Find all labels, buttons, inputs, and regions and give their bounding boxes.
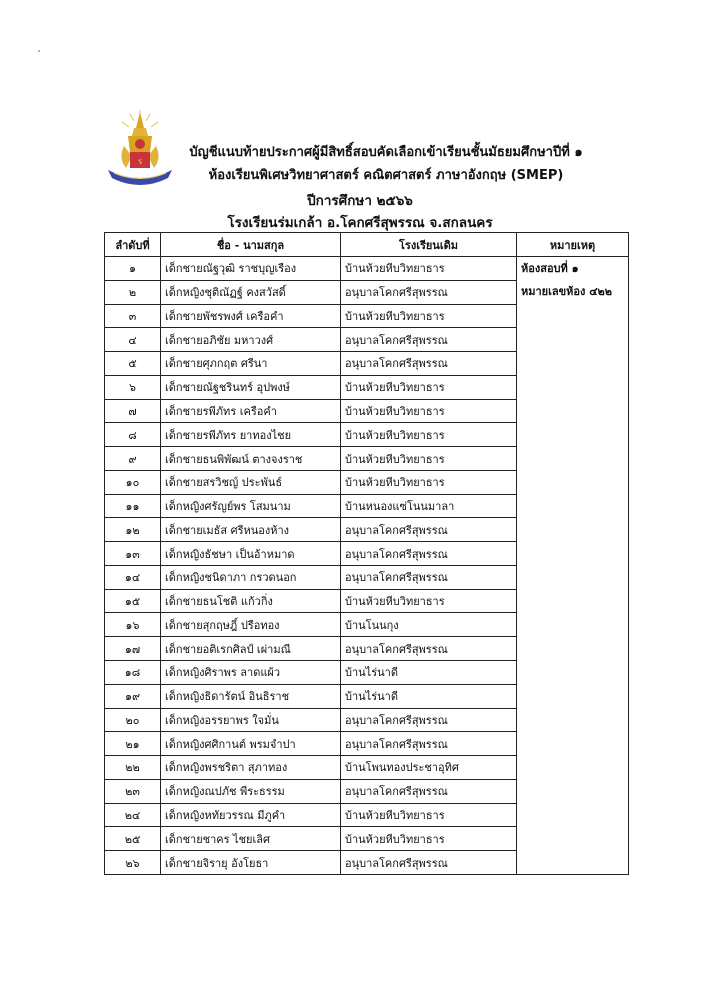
previous-school: บ้านห้วยหีบวิทยาธาร: [341, 827, 517, 851]
row-number: ๑๒: [105, 518, 161, 542]
row-number: ๒: [105, 280, 161, 304]
previous-school: อนุบาลโคกศรีสุพรรณ: [341, 280, 517, 304]
note-line: หมายเลขห้อง ๔๒๒: [521, 285, 613, 298]
student-name: เด็กหญิงหทัยวรรณ มีภูคำ: [161, 803, 341, 827]
row-number: ๖: [105, 375, 161, 399]
student-name: เด็กชายรพีภัทร เครือคำ: [161, 399, 341, 423]
row-number: ๒๔: [105, 803, 161, 827]
student-name: เด็กชายชาคร ไชยเลิศ: [161, 827, 341, 851]
previous-school: อนุบาลโคกศรีสุพรรณ: [341, 542, 517, 566]
previous-school: อนุบาลโคกศรีสุพรรณ: [341, 565, 517, 589]
row-number: ๑๔: [105, 565, 161, 589]
svg-text:ร: ร: [137, 157, 143, 166]
previous-school: บ้านห้วยหีบวิทยาธาร: [341, 304, 517, 328]
previous-school: บ้านห้วยหีบวิทยาธาร: [341, 399, 517, 423]
student-name: เด็กชายณัฐชรินทร์ อุปพงษ์: [161, 375, 341, 399]
row-number: ๙: [105, 447, 161, 471]
row-number: ๔: [105, 328, 161, 352]
student-name: เด็กหญิงชุติณัฏฐ์ คงสวัสดิ์: [161, 280, 341, 304]
student-name: เด็กชายจิรายุ อังโยธา: [161, 851, 341, 875]
previous-school: อนุบาลโคกศรีสุพรรณ: [341, 518, 517, 542]
student-name: เด็กชายธนพิพัฒน์ ตางจงราช: [161, 447, 341, 471]
row-number: ๑๘: [105, 661, 161, 685]
row-number: ๑๙: [105, 684, 161, 708]
row-number: ๑๗: [105, 637, 161, 661]
previous-school: อนุบาลโคกศรีสุพรรณ: [341, 328, 517, 352]
previous-school: บ้านโพนทองประชาอุทิศ: [341, 756, 517, 780]
header-no: ลำดับที่: [105, 233, 161, 257]
student-name: เด็กหญิงศศิกานต์ พรมจำปา: [161, 732, 341, 756]
row-number: ๒๓: [105, 779, 161, 803]
previous-school: อนุบาลโคกศรีสุพรรณ: [341, 851, 517, 875]
row-number: ๘: [105, 423, 161, 447]
announcement-title: บัญชีแนบท้ายประกาศผู้มีสิทธิ์สอบคัดเลือกเข้าเรียนชั้นมัธยมศึกษาปีที่ ๑: [189, 145, 583, 160]
student-name: เด็กชายธนโชติ แก้วกิ่ง: [161, 589, 341, 613]
table-header-row: [105, 233, 629, 257]
previous-school: บ้านห้วยหีบวิทยาธาร: [341, 447, 517, 471]
previous-school: บ้านห้วยหีบวิทยาธาร: [341, 589, 517, 613]
previous-school: อนุบาลโคกศรีสุพรรณ: [341, 732, 517, 756]
student-name: เด็กชายอติเรกศิลป์ เผ่ามณี: [161, 637, 341, 661]
applicant-table: [104, 232, 629, 875]
student-name: เด็กหญิงอรรยาพร ใจมั่น: [161, 708, 341, 732]
previous-school: อนุบาลโคกศรีสุพรรณ: [341, 637, 517, 661]
program-title: ห้องเรียนพิเศษวิทยาศาสตร์ คณิตศาสตร์ ภาษาอังกฤษ (SMEP): [208, 168, 564, 183]
previous-school: บ้านห้วยหีบวิทยาธาร: [341, 257, 517, 281]
previous-school: อนุบาลโคกศรีสุพรรณ: [341, 352, 517, 376]
header-note: หมายเหตุ: [517, 233, 629, 257]
row-number: ๒๕: [105, 827, 161, 851]
student-name: เด็กหญิงศรัญย์พร โสมนาม: [161, 494, 341, 518]
row-number: ๓: [105, 304, 161, 328]
row-number: ๒๖: [105, 851, 161, 875]
note-line: ห้องสอบที่ ๑: [521, 262, 579, 275]
previous-school: อนุบาลโคกศรีสุพรรณ: [341, 708, 517, 732]
student-name: เด็กชายสรวิชญ์ ประพันธ์: [161, 470, 341, 494]
row-number: ๒๐: [105, 708, 161, 732]
row-number: ๒๒: [105, 756, 161, 780]
academic-year: ปีการศึกษา ๒๕๖๖: [307, 193, 413, 209]
previous-school: บ้านหนองแซ่โนนมาลา: [341, 494, 517, 518]
row-number: ๑๖: [105, 613, 161, 637]
previous-school: บ้านไร่นาดี: [341, 684, 517, 708]
previous-school: บ้านห้วยหีบวิทยาธาร: [341, 423, 517, 447]
student-name: เด็กหญิงณปภัช พีระธรรม: [161, 779, 341, 803]
exam-room-note: [517, 257, 629, 875]
student-name: เด็กชายพัชรพงศ์ เครือคำ: [161, 304, 341, 328]
student-name: เด็กชายสุกฤษฎิ์ ปรือทอง: [161, 613, 341, 637]
header-school: โรงเรียนเดิม: [341, 233, 517, 257]
previous-school: บ้านห้วยหีบวิทยาธาร: [341, 470, 517, 494]
student-name: เด็กหญิงชนิดาภา กรวดนอก: [161, 565, 341, 589]
row-number: ๑๐: [105, 470, 161, 494]
row-number: ๑: [105, 257, 161, 281]
previous-school: บ้านโนนกุง: [341, 613, 517, 637]
previous-school: บ้านไร่นาดี: [341, 661, 517, 685]
student-name: เด็กหญิงศิราพร ลาดแผ้ว: [161, 661, 341, 685]
student-name: เด็กชายรพีภัทร ยาทองไชย: [161, 423, 341, 447]
student-name: เด็กหญิงธิดารัตน์ อินธิราช: [161, 684, 341, 708]
table-row: [105, 257, 629, 281]
student-name: เด็กหญิงธัชษา เป็นอ้าหมาด: [161, 542, 341, 566]
row-number: ๕: [105, 352, 161, 376]
row-number: ๗: [105, 399, 161, 423]
row-number: ๑๓: [105, 542, 161, 566]
header-name: ชื่อ - นามสกุล: [161, 233, 341, 257]
student-name: เด็กชายเมธัส ศรีหนองห้าง: [161, 518, 341, 542]
previous-school: อนุบาลโคกศรีสุพรรณ: [341, 779, 517, 803]
student-name: เด็กชายศุภกฤต ศรีนา: [161, 352, 341, 376]
student-name: เด็กชายณัฐวุฒิ ราชบุญเรือง: [161, 257, 341, 281]
school-name: โรงเรียนร่มเกล้า อ.โคกศรีสุพรรณ จ.สกลนคร: [227, 215, 493, 231]
row-number: ๑๑: [105, 494, 161, 518]
row-number: ๒๑: [105, 732, 161, 756]
student-name: เด็กหญิงพรชริตา สุภาทอง: [161, 756, 341, 780]
student-name: เด็กชายอภิชัย มหาวงศ์: [161, 328, 341, 352]
previous-school: บ้านห้วยหีบวิทยาธาร: [341, 803, 517, 827]
row-number: ๑๕: [105, 589, 161, 613]
scan-speck: [38, 50, 40, 52]
previous-school: บ้านห้วยหีบวิทยาธาร: [341, 375, 517, 399]
